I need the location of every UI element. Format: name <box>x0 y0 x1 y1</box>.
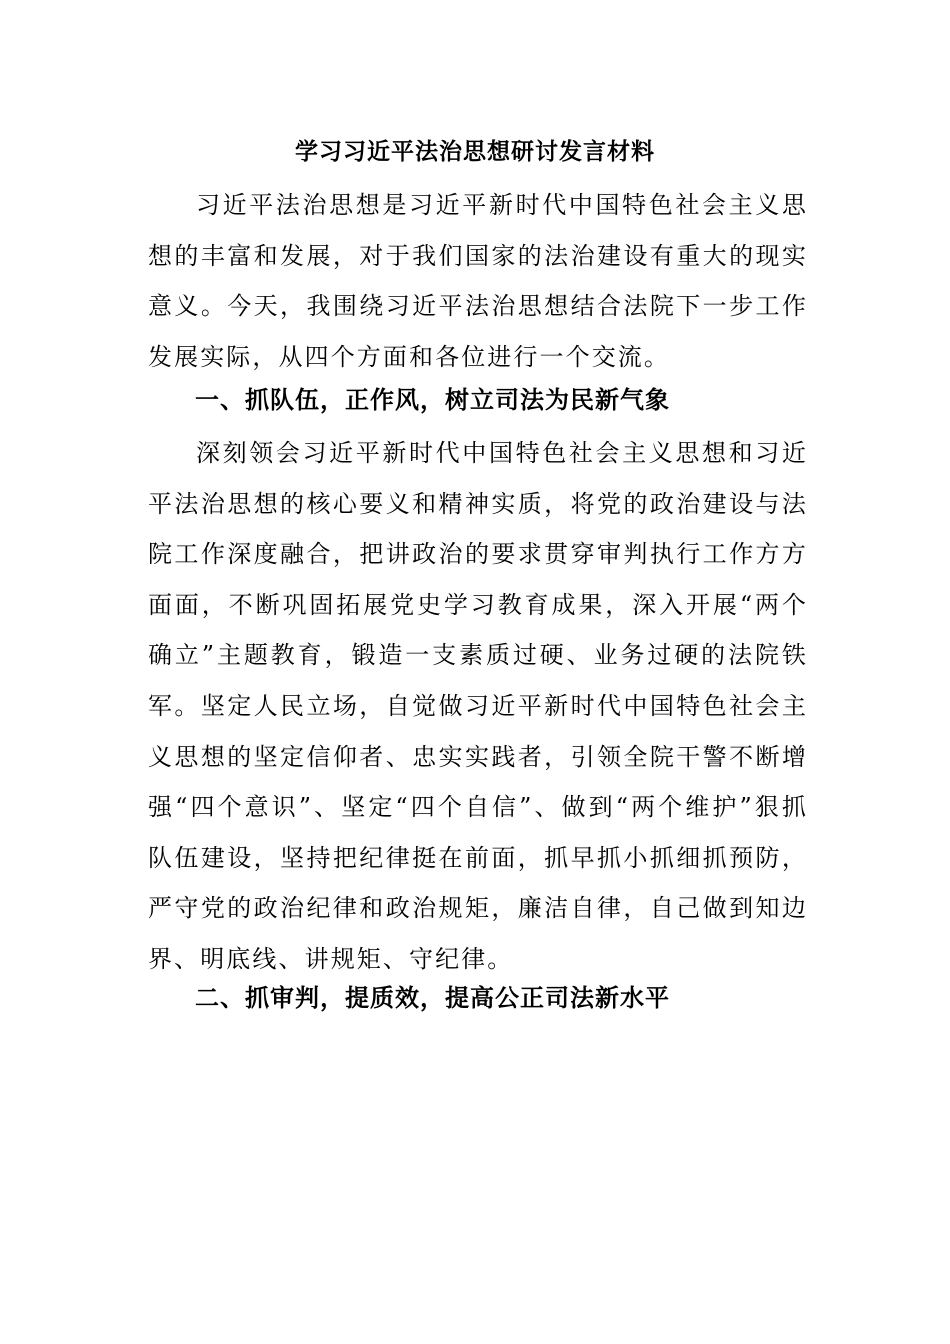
document-title: 学习习近平法治思想研讨发言材料 <box>295 139 655 165</box>
section-1-heading: 一、抓队伍，正作风，树立司法为民新气象 <box>195 386 670 414</box>
intro-paragraph: 习近平法治思想是习近平新时代中国特色社会主义思想的丰富和发展，对于我们国家的法治建设有重大的现实意义。今天，我围绕习近平法治思想结合法院下一步工作发展实际，从四个方面和各位进行一个交流。 <box>148 191 808 371</box>
section-2-heading: 二、抓审判，提质效，提高公正司法新水平 <box>195 984 670 1012</box>
section-1-paragraph: 深刻领会习近平新时代中国特色社会主义思想和习近平法治思想的核心要义和精神实质，将党的政治建设与法院工作深度融合，把讲政治的要求贯穿审判执行工作方方面面，不断巩固拓展党史学习教育成果，深入开展“两个确立”主题教育，锻造一支素质过硬、业务过硬的法院铁军。坚定人民立场，自觉做习近平新时代中国特色社会主义思想的坚定信仰者、忠实实践者，引领全院干警不断增强“四个意识”、坚定“四个自信”、做到“两个维护”狠抓队伍建设，坚持把纪律挺在前面，抓早抓小抓细抓预防，严守党的政治纪律和政治规矩，廉洁自律，自己做到知边界、明底线、讲规矩、守纪律。 <box>148 439 808 973</box>
